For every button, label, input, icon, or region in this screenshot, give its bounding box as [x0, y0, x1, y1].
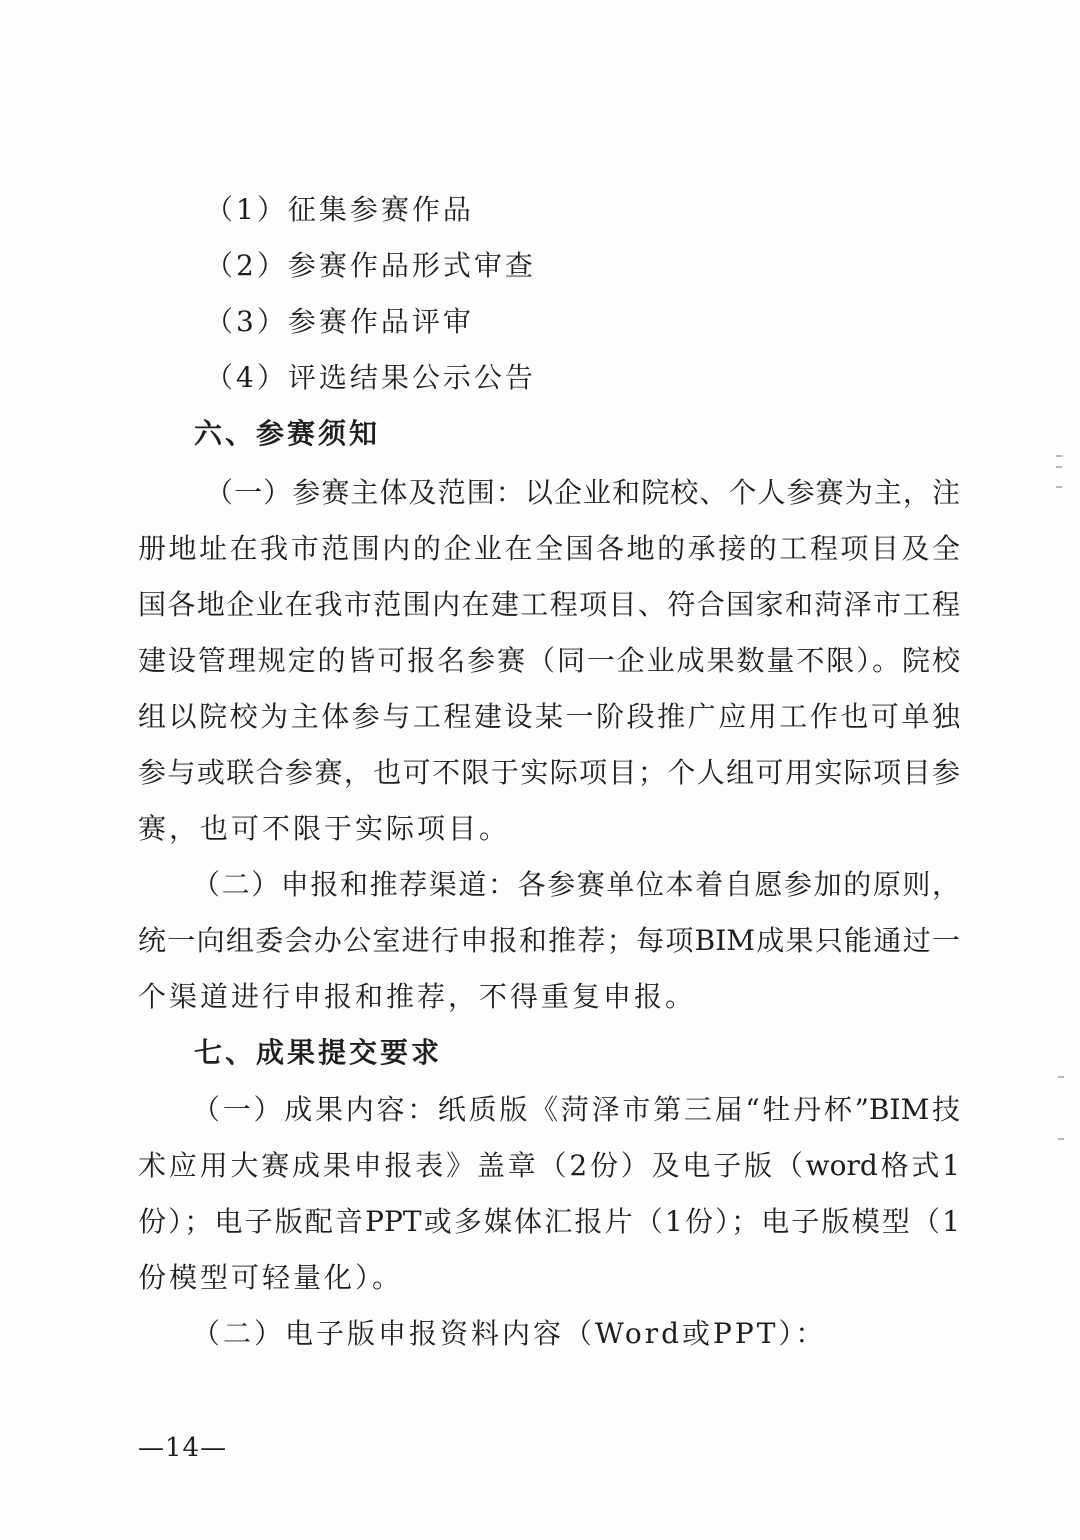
section-heading-6: 六、参赛须知: [194, 417, 381, 450]
paragraph-line: 赛，也可不限于实际项目。: [138, 812, 511, 845]
list-item-4: （4）评选结果公示公告: [205, 361, 536, 394]
paragraph-line: 统一向组委会办公室进行申报和推荐；每项BIM成果只能通过一: [138, 924, 960, 957]
list-item-1: （1）征集参赛作品: [205, 193, 474, 226]
scan-mark: [1056, 455, 1062, 457]
scan-mark: [1056, 466, 1062, 468]
paragraph-line: 术应用大赛成果申报表》盖章（2份）及电子版（word格式1: [138, 1149, 960, 1182]
list-item-3: （3）参赛作品评审: [205, 305, 474, 338]
paragraph-line: 个渠道进行申报和推荐，不得重复申报。: [138, 980, 697, 1013]
paragraph-line: 组以院校为主体参与工程建设某一阶段推广应用工作也可单独: [138, 700, 960, 733]
scan-mark: [1056, 486, 1062, 488]
paragraph-line: 册地址在我市范围内的企业在全国各地的承接的工程项目及全: [138, 532, 960, 565]
scan-mark: [1058, 1076, 1064, 1078]
paragraph-line: 国各地企业在我市范围内在建工程项目、符合国家和菏泽市工程: [138, 588, 960, 621]
paragraph-line: 份模型可轻量化）。: [138, 1261, 404, 1294]
paragraph-line: 建设管理规定的皆可报名参赛（同一企业成果数量不限）。院校: [138, 644, 960, 677]
paragraph-line: 参与或联合参赛，也可不限于实际项目；个人组可用实际项目参: [138, 756, 960, 789]
section-heading-7: 七、成果提交要求: [194, 1036, 443, 1069]
list-item-2: （2）参赛作品形式审查: [205, 249, 536, 282]
page-number: —14—: [138, 1433, 228, 1463]
paragraph-line: （一）成果内容：纸质版《菏泽市第三届“牡丹杯”BIM技: [192, 1093, 960, 1126]
paragraph-line: （一）参赛主体及范围：以企业和院校、个人参赛为主，注: [205, 476, 960, 509]
paragraph-line: 份）；电子版配音PPT或多媒体汇报片（1份）；电子版模型（1: [138, 1205, 960, 1238]
scan-mark: [1058, 1138, 1064, 1140]
paragraph-line: （二）电子版申报资料内容（Word或PPT）：: [192, 1317, 827, 1350]
paragraph-line: （二）申报和推荐渠道：各参赛单位本着自愿参加的原则，: [192, 868, 960, 901]
